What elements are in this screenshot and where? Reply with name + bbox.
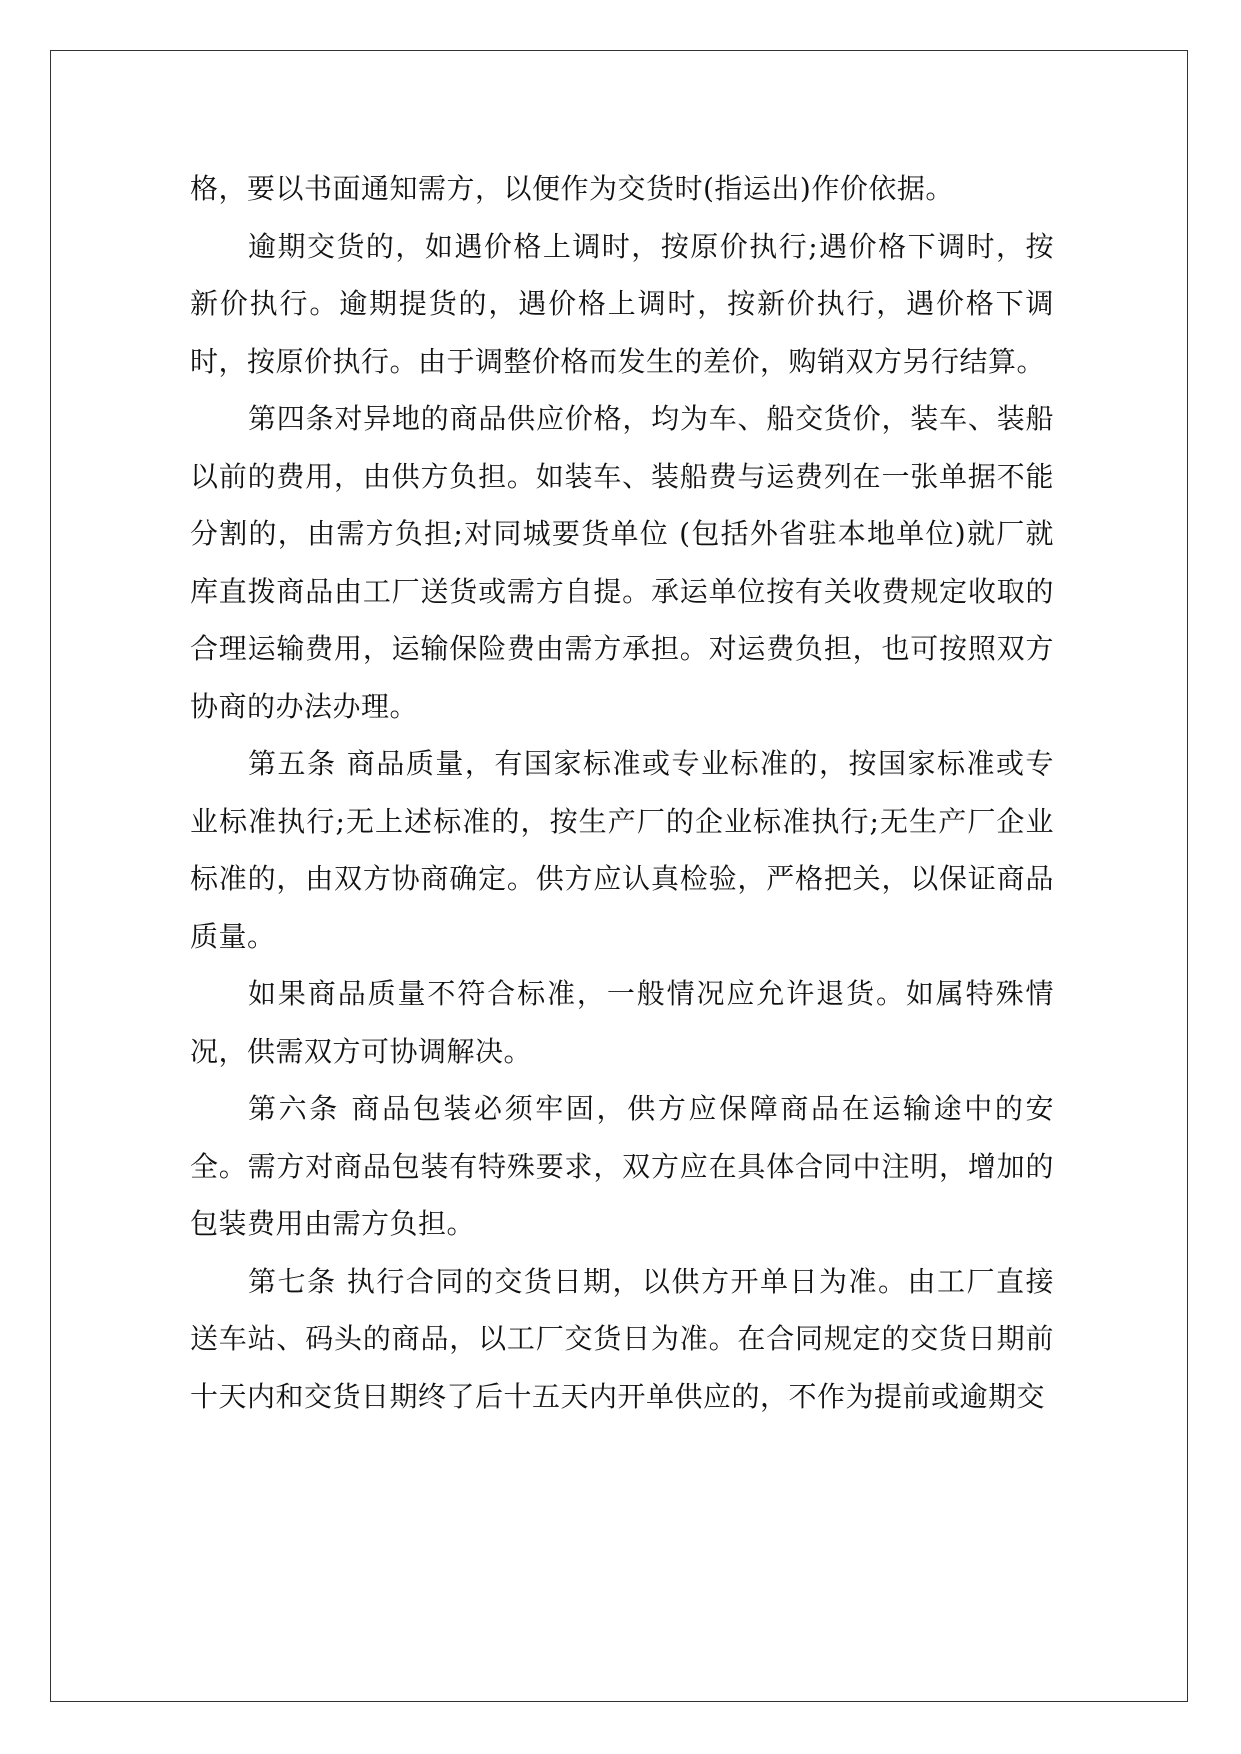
paragraph-7: 第七条 执行合同的交货日期，以供方开单日为准。由工厂直接送车站、码头的商品，以工厂交货日为准。在合同规定的交货日期前十天内和交货日期终了后十五天内开单供应的，不作为提前或逾期交 [190, 1264, 1054, 1413]
document-body [190, 160, 1054, 1425]
paragraph-5: 如果商品质量不符合标准，一般情况应允许退货。如属特殊情况，供需双方可协调解决。 [190, 977, 1054, 1068]
paragraph-1: 格，要以书面通知需方，以便作为交货时(指运出)作价依据。 [190, 172, 954, 205]
paragraph-4: 第五条 商品质量，有国家标准或专业标准的，按国家标准或专业标准执行;无上述标准的，按生产厂的企业标准执行;无生产厂企业标准的，由双方协商确定。供方应认真检验，严格把关，以保证商品质量。 [190, 747, 1054, 953]
paragraph-6: 第六条 商品包装必须牢固，供方应保障商品在运输途中的安全。需方对商品包装有特殊要求，双方应在具体合同中注明，增加的包装费用由需方负担。 [190, 1092, 1054, 1240]
paragraph-3: 第四条对异地的商品供应价格，均为车、船交货价，装车、装船以前的费用，由供方负担。如装车、装船费与运费列在一张单据不能分割的，由需方负担;对同城要货单位 (包括外省驻本地单位)就厂就库直拨商品由工厂送货或需方自提。承运单位按有关收费规定收取的合理运输费用，运输保险费由需方承担。对运费负担，也可按照双方协商的办法办理。 [190, 402, 1054, 723]
paragraph-2: 逾期交货的，如遇价格上调时，按原价执行;遇价格下调时，按新价执行。逾期提货的，遇价格上调时，按新价执行，遇价格下调时，按原价执行。由于调整价格而发生的差价，购销双方另行结算。 [190, 229, 1054, 378]
